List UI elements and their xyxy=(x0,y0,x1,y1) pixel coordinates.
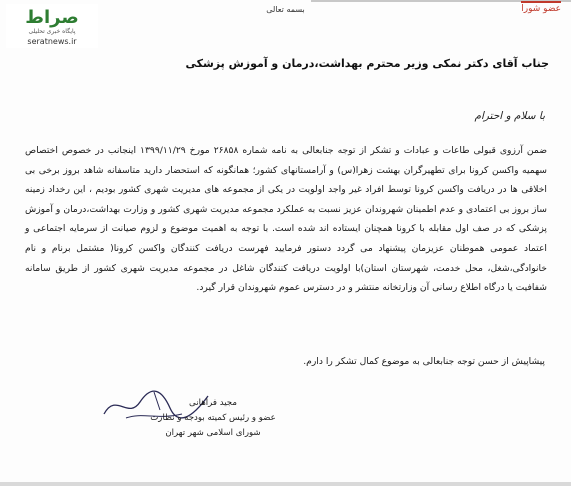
letter-body: ضمن آرزوی قبولی طاعات و عبادات و تشکر از توجه جنابعالی به نامه شماره ۲۶۸۵۸ مورخ ۱۳۹۹/۱۱/۲۹ اینجانب در خصوص اختصاص سهمیه واکسن کرونا برای تطهیرگران بهشت زهرا(س) و آرامستانهای کشور؛ همانگونه که استحضار دارید متاسفانه شاهد بروز برخی بی اخلاقی ها در دریافت واکسن کرونا توسط افراد غیر واجد اولویت در یکی از مجموعه های مدیریت شهری کشور بودیم ، این رخداد زمینه ساز بروز بی اعتمادی و عدم اطمینان شهروندان عزیز نسبت به عملکرد مجموعه مدیریت شهری کشور و وزارت بهداشت،درمان و آموزش پزشکی که در صف اول مقابله با کرونا همچنان ایستاده اند شده است. با توجه به اهمیت موضوع و لزوم صیانت از سرمایه اجتماعی و اعتماد عمومی هموطنان عزیزمان پیشنهاد می گردد دستور فرمایید فهرست دریافت کنندگان واکسن کرونا( مشتمل برنام و نام خانوادگی،شغل، محل خدمت، شهرستان استان)با اولویت دریافت کنندگان شاغل در مجموعه مدیریت شهری کشور از طریق سامانه شفافیت یا درگاه اطلاع رسانی آن وزارتخانه منتشر و در دسترس عموم شهروندان قرار گیرد. xyxy=(25,145,547,294)
member-tag: عضو شورا xyxy=(521,4,561,14)
signer-organization: شورای اسلامی شهر تهران xyxy=(165,428,261,438)
greeting-line: با سلام و احترام xyxy=(474,110,545,122)
closing-line: پیشاپیش از حسن توجه جنابعالی به موضوع کمال تشکر را دارم. xyxy=(303,356,545,367)
page-bottom-edge xyxy=(0,482,571,486)
member-tag-rule xyxy=(521,1,561,3)
addressee-line: جناب آقای دکتر نمکی وزیر محترم بهداشت،درمان و آموزش پزشکی xyxy=(185,57,549,70)
logo-site-url: seratnews.ir xyxy=(27,37,77,46)
logo-wordmark: صراط xyxy=(25,7,79,28)
signer-name: مجید فراهانی xyxy=(189,398,237,408)
logo-tagline: پایگاه خبری تحلیلی xyxy=(28,28,76,35)
signer-block xyxy=(118,396,308,441)
bismillah-heading: بسمه تعالی xyxy=(266,5,305,14)
signer-title: عضو و رئیس کمیته بودجه و نظارت xyxy=(150,413,276,423)
